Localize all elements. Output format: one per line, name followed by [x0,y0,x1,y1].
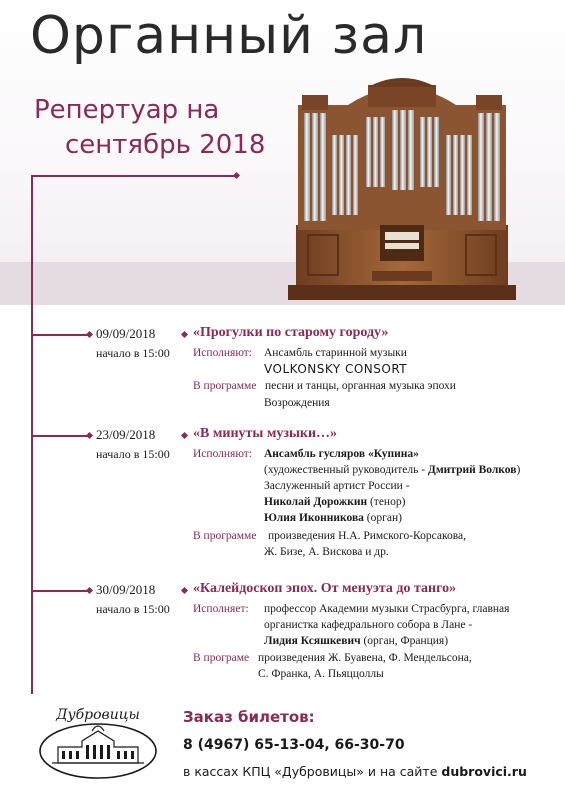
event-3-title: «Калейдоскоп эпох. От менуэта до танго» [193,581,457,596]
event-2-title: «В минуты музыки…» [193,426,338,441]
event-3-program-line-1: произведения Ж. Буавена, Ф. Мендельсона, [258,652,472,664]
event-1-start-time: начало в 15:00 [96,346,170,360]
website-link[interactable]: dubrovici.ru [441,764,527,779]
event-3-program-line-2: С. Франка, А. Пьяццоллы [258,668,384,680]
event-1-connector [31,334,89,336]
subtitle-line-2: сентябрь 2018 [65,130,266,160]
event-3-performers-label: Исполняет: [193,603,249,615]
event-3-start-time: начало в 15:00 [96,602,170,616]
header-connector [31,175,236,177]
event-2-date: 23/09/2018 [96,427,156,442]
event-1-performer-line-2: VOLKONSKY CONSORT [264,362,408,376]
event-1-performers-label: Исполняют: [193,347,253,359]
event-1-title: «Прогулки по старому городу» [193,325,389,340]
event-1-date: 09/09/2018 [96,326,156,341]
dubrovitsy-logo [36,705,160,781]
ticket-order-title: Заказ билетов: [183,708,315,726]
event-2-start-time: начало в 15:00 [96,447,170,461]
event-2-performer-honored: Заслуженный артист России - [264,480,410,492]
event-1-program-line-2: Возрождения [264,397,330,409]
organ-illustration [288,75,516,300]
event-3-connector-dot [86,587,93,594]
page-title: Органный зал [30,6,428,66]
ticket-info [183,764,527,779]
event-2-performer-leader: (художественный руководитель - Дмитрий Волков) [264,464,521,476]
event-1-performer-line-1: Ансамбль старинной музыки [264,347,407,359]
event-3-connector [31,590,89,592]
ticket-phones: 8 (4967) 65-13-04, 66-30-70 [183,737,405,753]
ticket-info-text: в кассах КПЦ «Дубровицы» и на сайте [183,764,442,779]
event-3-performer-line-3: Лидия Ксяшкевич (орган, Франция) [264,635,449,647]
event-2-performer-tenor: Николай Дорожкин (тенор) [264,496,406,508]
event-1-program-line-1: песни и танцы, органная музыка эпохи [265,380,456,392]
event-1-program-label: В программе [193,380,257,392]
event-2-connector [31,435,89,437]
event-2-performer-organ: Юлия Иконникова (орган) [264,512,402,524]
event-3-date: 30/09/2018 [96,582,156,597]
event-3-title-dot [181,587,188,594]
event-2-title-dot [181,432,188,439]
event-3-program-label: В програме [193,652,250,664]
event-2-performers-label: Исполняют: [193,448,253,460]
event-2-program-label: В программе [193,530,257,542]
logo-text: Дубровицы [56,707,140,723]
event-3-performer-line-2: органистка кафедрального собора в Лане - [264,619,473,631]
event-2-program-line-2: Ж. Бизе, А. Вискова и др. [264,546,389,558]
event-3-performer-line-1: профессор Академии музыки Страсбурга, главная [264,603,510,615]
event-1-connector-dot [86,331,93,338]
subtitle-line-1: Репертуар на [34,95,220,125]
event-1-title-dot [181,331,188,338]
event-2-connector-dot [86,432,93,439]
event-2-performer-ensemble: Ансамбль гусляров «Купина» [264,448,419,460]
event-2-program-line-1: произведения Н.А. Римского-Корсакова, [268,530,466,542]
